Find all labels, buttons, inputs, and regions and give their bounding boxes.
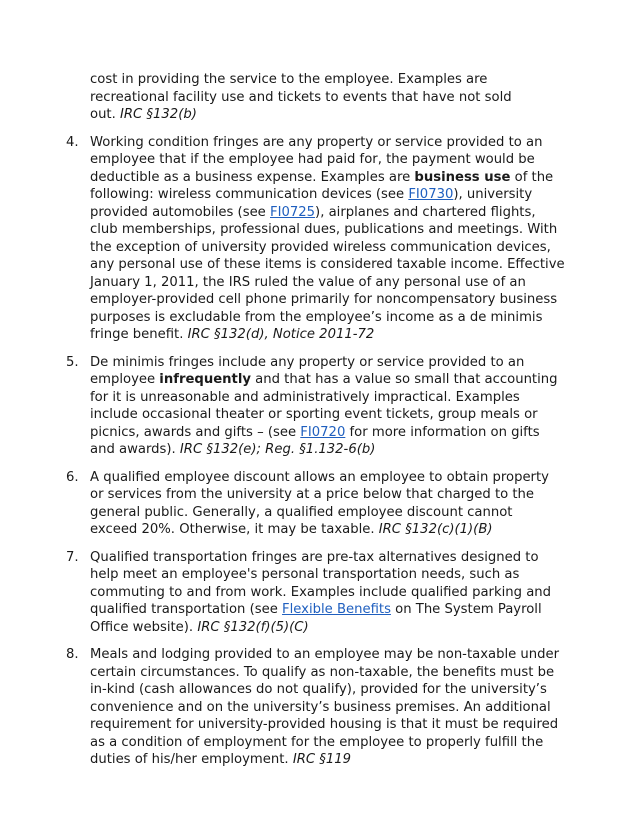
irc-citation: IRC §132(f)(5)(C) [197,619,309,635]
text-line: general public. Generally, a qualified employee discount cannot [90,504,513,520]
bold-phrase: business use [414,169,511,185]
text-line [90,186,618,204]
text-line: Meals and lodging provided to an employee may be non-taxable under [90,647,560,662]
list-item-4 [66,134,618,344]
text-line [90,326,618,344]
text-line: for it is unreasonable and administratively impractical. Examples [90,389,520,405]
text-line: cost in providing the service to the employee. Examples are [90,72,488,87]
irc-citation: IRC §132(c)(1)(B) [378,522,493,537]
text-line: De minimis fringes include any property or service provided to an [90,354,525,370]
text-segment: following: wireless communication devices (see [90,187,409,202]
text-segment: ), airplanes and chartered flights, [315,204,536,220]
text-line: help meet an employee's personal transportation needs, such as [90,567,520,582]
text-segment: of the [510,169,554,185]
text-segment: and awards). [90,442,180,457]
text-segment: and that has a value so small that accounting [250,372,558,387]
text-segment: provided automobiles (see [90,204,270,220]
text-line: in-kind (cash allowances do not qualify), provided for the university’s [90,682,547,697]
text-line [90,601,618,619]
link-flexible-benefits[interactable]: Flexible Benefits [282,602,391,617]
text-line [90,619,618,637]
text-line: certain circumstances. To qualify as non-taxable, the benefits must be [90,664,555,680]
link-fi0720[interactable]: FI0720 [300,424,346,440]
text-segment: duties of his/her employment. [90,752,293,767]
list-item-8 [66,646,618,769]
list-item-6 [66,469,618,539]
text-line: A qualified employee discount allows an employee to obtain property [90,469,549,485]
text-line: employer-provided cell phone primarily for noncompensatory business [90,292,558,307]
list-item-7 [66,549,618,637]
text-segment: Office website). [90,619,198,635]
list-item-5 [66,354,618,459]
text-line: or services from the university at a price below that charged to the [90,487,535,502]
text-line [90,204,618,222]
text-segment: employee [90,372,160,387]
text-line [90,169,618,187]
text-line: Qualified transportation fringes are pre-tax alternatives designed to [90,549,539,565]
continued-paragraph [90,71,618,124]
list-number: 5. [66,354,79,370]
text-segment: ), university [453,187,533,202]
list-number: 4. [66,134,79,150]
link-fi0725[interactable]: FI0725 [270,204,316,220]
text-segment: qualified transportation (see [90,602,283,617]
text-segment: for more information on gifts [345,424,540,440]
text-line: January 1, 2011, the IRS ruled the value of any personal use of an [90,274,526,290]
text-line: any personal use of these items is considered taxable income. Effective [90,257,565,272]
irc-citation: IRC §119 [292,752,352,767]
text-segment: on The System Payroll [390,602,542,617]
text-line: Working condition fringes are any property or service provided to an [90,134,543,150]
text-segment: exceed 20%. Otherwise, it may be taxable. [90,522,379,537]
bold-phrase: infrequently [159,372,251,387]
text-line [90,751,618,769]
text-line [90,441,618,459]
text-segment: fringe benefit. [90,327,188,342]
text-line: club memberships, professional dues, publications and meetings. With [90,222,558,237]
list-number: 6. [66,469,79,485]
text-segment: picnics, awards and gifts – (see [90,424,301,440]
text-line [90,371,618,389]
text-line: as a condition of employment for the employee to properly fulfill the [90,734,544,750]
text-line: include occasional theater or sporting event tickets, group meals or [90,407,538,422]
irc-citation: IRC §132(d), Notice 2011-72 [187,327,375,342]
text-segment: out. [90,107,120,122]
text-line: purposes is excludable from the employee’s income as a de minimis [90,309,543,325]
text-line: recreational facility use and tickets to events that have not sold [90,89,512,105]
irc-citation: IRC §132(e); Reg. §1.132-6(b) [179,442,376,457]
list-number: 7. [66,549,79,565]
text-segment: deductible as a business expense. Examples are [90,169,415,185]
list-number: 8. [66,647,79,662]
text-line [90,521,618,539]
text-line: requirement for university-provided housing is that it must be required [90,717,559,732]
text-line: convenience and on the university’s business premises. An additional [90,699,551,715]
link-fi0730[interactable]: FI0730 [408,187,454,202]
text-line: commuting to and from work. Examples include qualified parking and [90,584,552,600]
text-line [90,106,618,124]
text-line: employee that if the employee had paid for, the payment would be [90,152,535,167]
text-line: the exception of university provided wireless communication devices, [90,239,551,255]
text-line [90,424,618,442]
irc-citation: IRC §132(b) [119,107,197,122]
